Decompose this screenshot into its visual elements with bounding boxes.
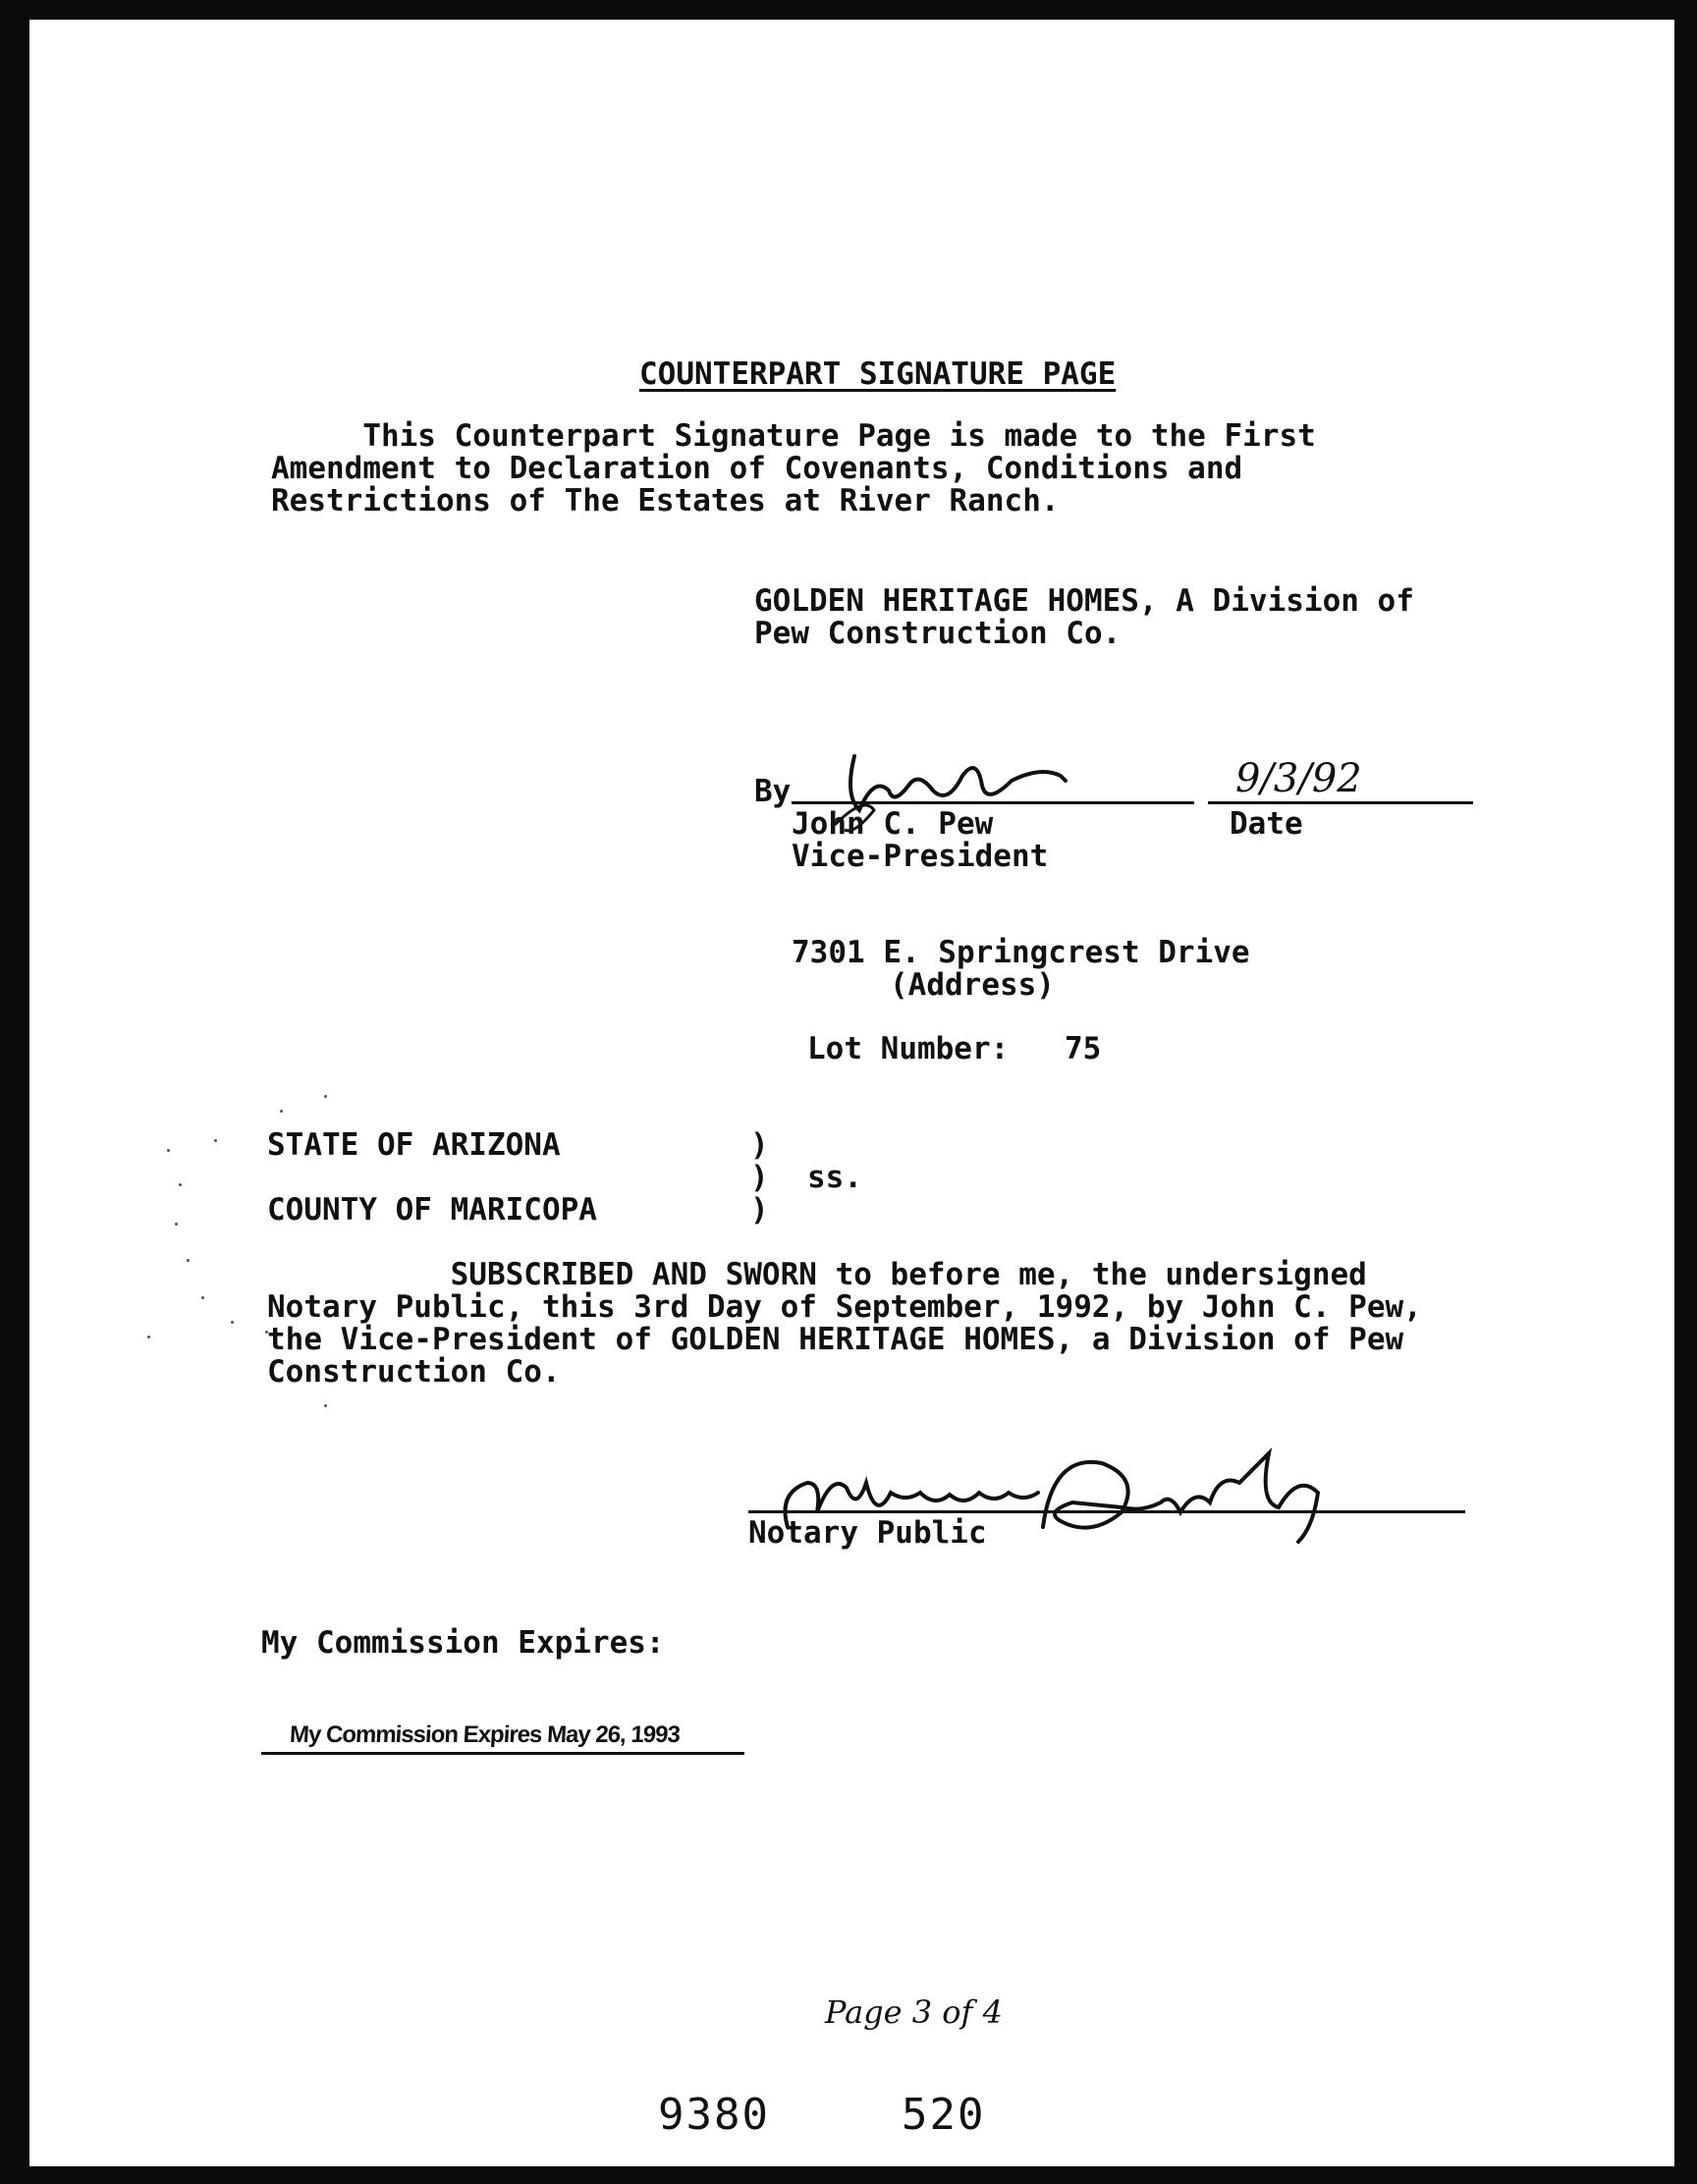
venue-paren-1: )	[750, 1127, 769, 1163]
address-value: 7301 E. Springcrest Drive	[792, 935, 1250, 970]
notary-label: Notary Public	[748, 1515, 987, 1551]
county-line: COUNTY OF MARICOPA	[267, 1192, 597, 1228]
company-line-2: Pew Construction Co.	[754, 616, 1122, 651]
venue-paren-2: )	[750, 1160, 769, 1195]
doc-number-right: 520	[902, 2090, 986, 2140]
ss-label: ss.	[807, 1160, 862, 1195]
lot-label: Lot Number:	[807, 1031, 1010, 1066]
intro-line-2: Amendment to Declaration of Covenants, Conditions and	[271, 451, 1243, 486]
doc-number-left: 9380	[658, 2090, 770, 2140]
commission-label: My Commission Expires:	[261, 1625, 665, 1661]
sworn-line-3: the Vice-President of GOLDEN HERITAGE HOMES, a Division of Pew	[267, 1322, 1404, 1357]
handwritten-date: 9/3/92	[1235, 756, 1362, 801]
date-line	[1208, 801, 1473, 804]
venue-paren-3: )	[750, 1192, 769, 1228]
document-title: COUNTERPART SIGNATURE PAGE	[639, 356, 1117, 392]
by-label: By	[754, 774, 792, 809]
intro-line-1: This Counterpart Signature Page is made to the First	[271, 418, 1316, 454]
address-label: (Address)	[890, 967, 1055, 1003]
lot-value: 75	[1065, 1031, 1102, 1066]
sworn-line-1: SUBSCRIBED AND SWORN to before me, the undersigned	[267, 1257, 1367, 1292]
date-label: Date	[1230, 806, 1303, 842]
signer-name: John C. Pew	[792, 806, 994, 842]
sworn-line-2: Notary Public, this 3rd Day of September, 1992, by John C. Pew,	[267, 1289, 1422, 1325]
commission-line	[261, 1752, 744, 1755]
page-note: Page 3 of 4	[825, 1993, 1003, 2031]
signer-title: Vice-President	[792, 839, 1049, 874]
sworn-line-4: Construction Co.	[267, 1354, 561, 1390]
state-line: STATE OF ARIZONA	[267, 1127, 561, 1163]
intro-line-3: Restrictions of The Estates at River Ranch.	[271, 483, 1060, 519]
company-line-1: GOLDEN HERITAGE HOMES, A Division of	[754, 583, 1414, 619]
document-page	[29, 20, 1674, 2166]
commission-stamp: My Commission Expires May 26, 1993	[289, 1721, 681, 1748]
